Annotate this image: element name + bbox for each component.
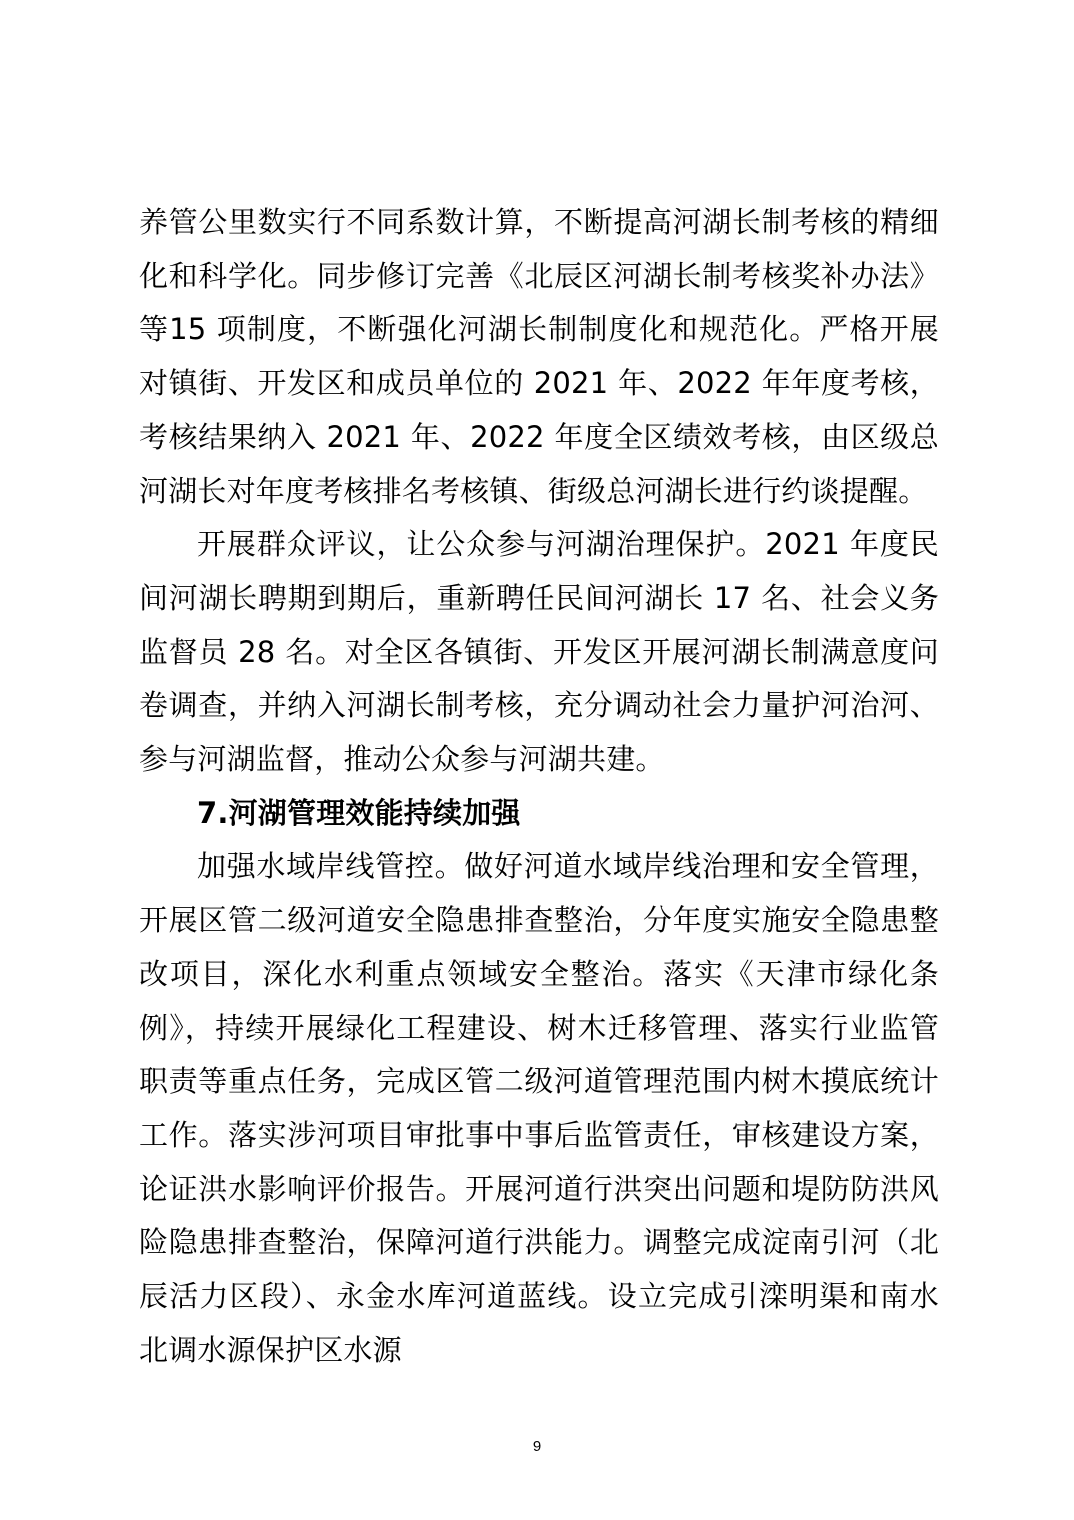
paragraph-continuation: 养管公里数实行不同系数计算，不断提高河湖长制考核的精细化和科学化。同步修订完善《北辰区河湖长制考核奖补办法》等15 项制度，不断强化河湖长制制度化和规范化。严格开展对镇街、开发区和成员单位的 2021 年、2022 年年度考核，考核结果纳入 2021 年、2022 年度全区绩效考核，由区级总河湖长对年度考核排名考核镇、街级总河湖长进行约谈提醒。	[139, 205, 939, 508]
page-body	[139, 196, 939, 1377]
page-number: 9	[532, 1438, 542, 1455]
paragraph-shoreline-control: 加强水域岸线管控。做好河道水域岸线治理和安全管理，开展区管二级河道安全隐患排查整治，分年度实施安全隐患整改项目，深化水利重点领域安全整治。落实《天津市绿化条例》，持续开展绿化工程建设、树木迁移管理、落实行业监管职责等重点任务，完成区管二级河道管理范围内树木摸底统计工作。落实涉河项目审批事中事后监管责任，审核建设方案，论证洪水影响评价报告。开展河道行洪突出问题和堤防防洪风险隐患排查整治，保障河道行洪能力。调整完成淀南引河（北辰活力区段）、永金水库河道蓝线。设立完成引滦明渠和南水北调水源保护区水源	[139, 849, 939, 1367]
section-heading: 7.河湖管理效能持续加强	[197, 795, 521, 830]
paragraph-public-review: 开展群众评议，让公众参与河湖治理保护。2021 年度民间河湖长聘期到期后，重新聘任民间河湖长 17 名、社会义务监督员 28 名。对全区各镇街、开发区开展河湖长制满意度问卷调查，并纳入河湖长制考核，充分调动社会力量护河治河、参与河湖监督，推动公众参与河湖共建。	[139, 527, 939, 777]
